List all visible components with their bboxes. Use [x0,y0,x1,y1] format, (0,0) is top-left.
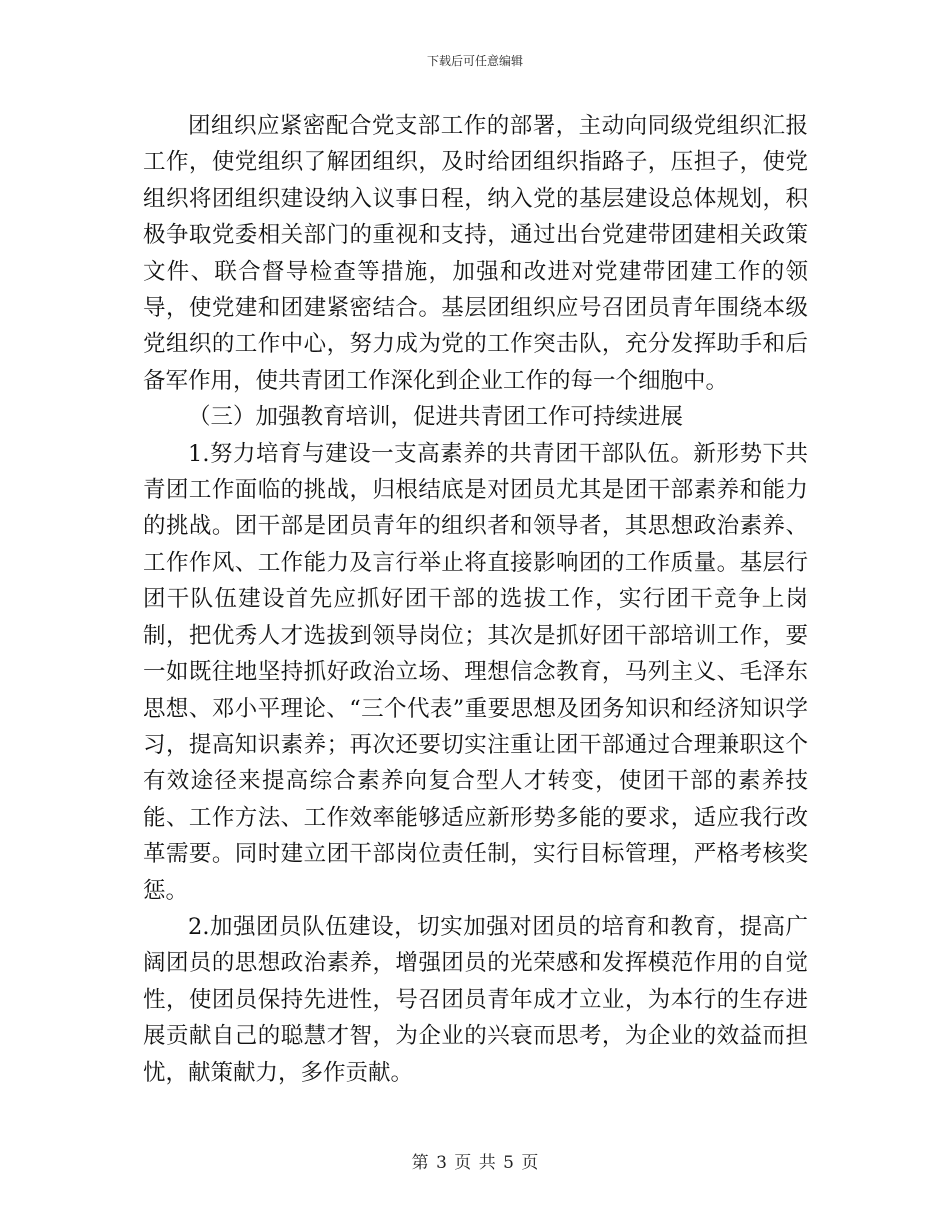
page-header-note: 下载后可任意编辑 [426,54,523,68]
paragraph-cadre-team-building: 1.努力培育与建设一支高素养的共青团干部队伍。新形势下共青团工作面临的挑战，归根结底是对团员尤其是团干部素养和能力的挑战。团干部是团员青年的组织者和领导者，其思想政治素养、工作作风、工作能力及言行举止将直接影响团的工作质量。基层行团干队伍建设首先应抓好团干部的选拔工作，实行团干竞争上岗制，把优秀人才选拔到领导岗位；其次是抓好团干部培训工作，要一如既往地坚持抓好政治立场、理想信念教育，马列主义、毛泽东思想、邓小平理论、“三个代表”重要思想及团务知识和经济知识学习，提高知识素养；再次还要切实注重让团干部通过合理兼职这个有效途径来提高综合素养向复合型人才转变，使团干部的素养技能、工作方法、工作效率能够适应新形势多能的要求，适应我行改革需要。同时建立团干部岗位责任制，实行目标管理，严格考核奖惩。 [143,440,808,904]
paragraph-party-league-cooperation: 团组织应紧密配合党支部工作的部署，主动向同级党组织汇报工作，使党组织了解团组织，及时给团组织指路子，压担子，使党组织将团组织建设纳入议事日程，纳入党的基层建设总体规划，积极争取党委相关部门的重视和支持，通过出台党建带团建相关政策文件、联合督导检查等措施，加强和改进对党建带团建工作的领导，使党建和团建紧密结合。基层团组织应号召团员青年围绕本级党组织的工作中心，努力成为党的工作突击队，充分发挥助手和后备军作用，使共青团工作深化到企业工作的每一个细胞中。 [143,113,808,394]
section-heading-education-training: （三）加强教育培训，促进共青团工作可持续进展 [188,404,684,431]
document-body [143,108,808,1091]
page-number-footer: 第 3 页 共 5 页 [411,1153,539,1173]
paragraph-member-team-building: 2.加强团员队伍建设，切实加强对团员的培育和教育，提高广阔团员的思想政治素养，增强团员的光荣感和发挥模范作用的自觉性，使团员保持先进性，号召团员青年成才立业，为本行的生存进展贡献自己的聪慧才智，为企业的兴衰而思考，为企业的效益而担忧，献策献力，多作贡献。 [143,913,808,1086]
